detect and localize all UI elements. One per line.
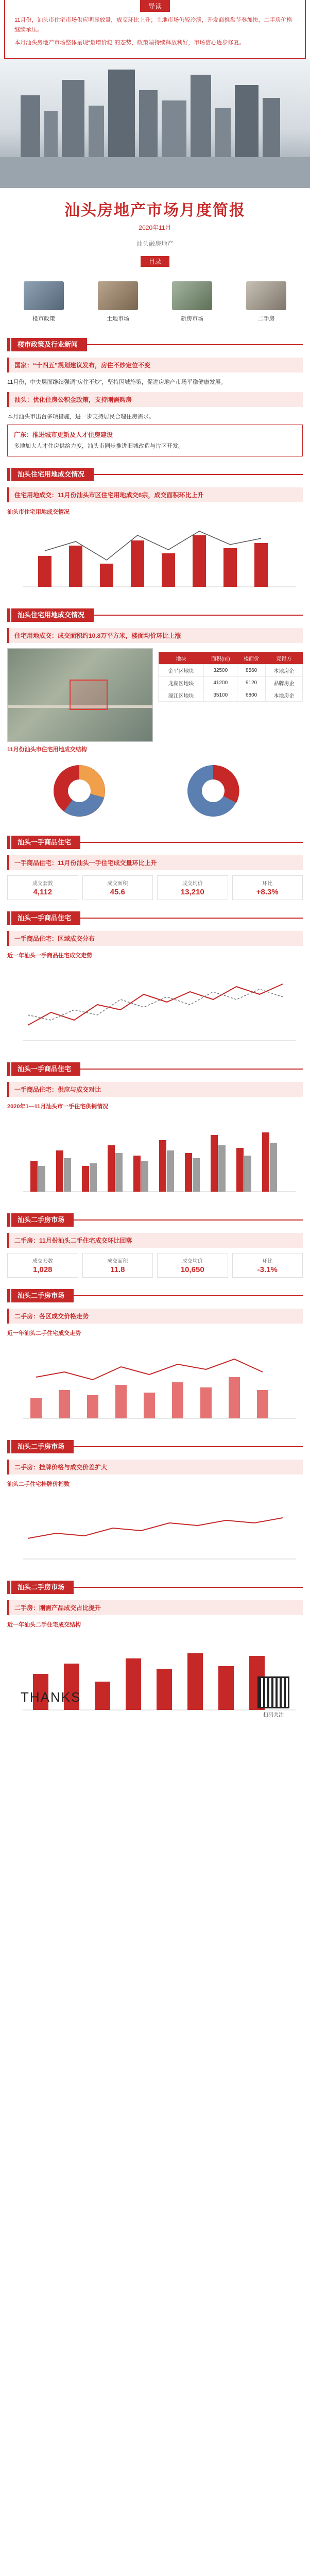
section-title: 楼市政策及行业新闻 xyxy=(11,338,87,351)
report-title: 汕头房地产市场月度简报 xyxy=(64,201,246,219)
section-land-1 xyxy=(7,468,303,597)
toc-thumb-icon xyxy=(172,281,212,310)
section-header xyxy=(7,1213,303,1227)
table-row: 濠江区地块 35100 6800 本地房企 xyxy=(159,689,303,702)
section-header xyxy=(7,911,303,925)
section-resale-2 xyxy=(7,1289,303,1429)
chart-title: 11月份汕头市住宅用地成交结构 xyxy=(7,747,87,753)
kpi-card: 成交面积 45.6 xyxy=(82,875,153,900)
section-title: 汕头住宅用地成交情况 xyxy=(11,608,94,622)
section-header xyxy=(7,1062,303,1076)
kpi-card: 环比 -3.1% xyxy=(232,1253,303,1278)
section-paragraph: 本月汕头市出台多项措施，进一步支持居民合理住房需求。 xyxy=(7,414,154,420)
thanks-text: THANKS xyxy=(21,1689,81,1705)
news-box xyxy=(7,425,303,456)
bar-mark xyxy=(162,553,175,587)
section-banner: 二手房：各区成交价格走势 xyxy=(7,1309,303,1324)
table-header: 地块 xyxy=(159,652,204,665)
section-title: 汕头二手房市场 xyxy=(11,1581,74,1594)
section-banner: 二手房：11月份汕头二手住宅成交环比回落 xyxy=(7,1233,303,1248)
bar-mark xyxy=(69,546,82,587)
section-header xyxy=(7,1581,303,1594)
section-banner: 二手房：挂牌价格与成交价差扩大 xyxy=(7,1460,303,1475)
intro-box xyxy=(4,0,306,59)
intro-paragraph-2: 本月汕头房地产市场整体呈现“量增价稳”的态势，政策端持续释放利好，市场信心逐步修复。 xyxy=(14,40,245,46)
resale-index-chart xyxy=(7,1492,303,1569)
chart-title: 2020年1—11月汕头市一手住宅供销情况 xyxy=(7,1104,109,1110)
toc-item[interactable] xyxy=(169,281,215,323)
section-title: 汕头二手房市场 xyxy=(11,1213,74,1227)
section-banner: 汕头：优化住房公积金政策，支持刚需购房 xyxy=(7,392,303,407)
kpi-card: 成交面积 11.8 xyxy=(82,1253,153,1278)
chart-title: 汕头市住宅用地成交情况 xyxy=(7,509,70,515)
kpi-card: 环比 +8.3% xyxy=(232,875,303,900)
section-banner: 一手商品住宅：11月份汕头一手住宅成交量环比上升 xyxy=(7,855,303,870)
section-new-home-2 xyxy=(7,911,303,1051)
toc xyxy=(0,272,310,327)
table-row: 金平区地块 32500 8560 本地房企 xyxy=(159,665,303,677)
chart-title: 近一年汕头二手住宅成交结构 xyxy=(7,1622,81,1628)
bar-mark xyxy=(38,556,51,587)
section-banner: 国家：“十四五”规划建议发布，房住不炒定位不变 xyxy=(7,358,303,372)
section-title: 汕头一手商品住宅 xyxy=(11,911,80,925)
chart-title: 近一年汕头二手住宅成交走势 xyxy=(7,1330,81,1336)
toc-item-label: 二手房 xyxy=(257,316,275,322)
toc-thumb-icon xyxy=(24,281,64,310)
toc-item-label: 楼市政策 xyxy=(32,316,55,322)
toc-item-label: 土地市场 xyxy=(107,316,129,322)
land-pie-chart xyxy=(7,757,303,824)
news-box-text: 多地加大人才住房供给力度，汕头市同步推进旧城改造与片区开发。 xyxy=(14,443,184,449)
bar-mark xyxy=(223,548,237,587)
section-header xyxy=(7,1440,303,1453)
section-paragraph: 11月份，中央层面继续强调“房住不炒”，坚持因城施策，促进房地产市场平稳健康发展。 xyxy=(7,379,227,385)
toc-label: 目录 xyxy=(141,256,169,267)
toc-item-label: 新房市场 xyxy=(181,316,203,322)
new-home-trend-chart xyxy=(7,963,303,1051)
news-box-title: 广东：推进城市更新及人才住房建设 xyxy=(14,431,113,438)
report-subtitle: 汕头融房地产 xyxy=(136,240,174,247)
bar-mark xyxy=(254,543,268,587)
section-header xyxy=(7,338,303,351)
qr-label: 扫码关注 xyxy=(263,1712,284,1718)
toc-thumb-icon xyxy=(98,281,138,310)
section-resale-3 xyxy=(7,1440,303,1569)
section-banner: 住宅用地成交：11月份汕头市区住宅用地成交6宗，成交面积环比上升 xyxy=(7,487,303,502)
kpi-row xyxy=(7,875,303,900)
section-banner: 一手商品住宅：区域成交分布 xyxy=(7,931,303,946)
bar-mark xyxy=(100,564,113,587)
kpi-card: 成交套数 1,028 xyxy=(7,1253,78,1278)
kpi-card: 成交均价 13,210 xyxy=(157,875,228,900)
table-header: 面积(㎡) xyxy=(204,652,237,665)
table-header: 竞得方 xyxy=(265,652,302,665)
section-header xyxy=(7,468,303,481)
section-banner: 住宅用地成交：成交面积约10.8万平方米，楼面均价环比上涨 xyxy=(7,628,303,643)
hero-image xyxy=(0,59,310,188)
qr-code-icon[interactable] xyxy=(257,1676,289,1708)
section-land-2 xyxy=(7,608,303,824)
section-title: 汕头一手商品住宅 xyxy=(11,1062,80,1076)
section-resale-1 xyxy=(7,1213,303,1278)
section-banner: 一手商品住宅：供应与成交对比 xyxy=(7,1082,303,1097)
section-title: 汕头二手房市场 xyxy=(11,1289,74,1302)
section-header xyxy=(7,608,303,622)
bar-mark xyxy=(193,535,206,587)
kpi-row xyxy=(7,1253,303,1278)
chart-title: 近一年汕头一手商品住宅成交走势 xyxy=(7,953,92,959)
intro-paragraph-1: 11月份，汕头市住宅市场供应明显放量，成交环比上升；土地市场仍较冷淡，开发商推盘节奏加快，二手房价格继续承压。 xyxy=(14,17,292,33)
toc-item[interactable] xyxy=(21,281,67,323)
section-title: 汕头一手商品住宅 xyxy=(11,836,80,849)
kpi-card: 成交均价 10,650 xyxy=(157,1253,228,1278)
bar-mark xyxy=(131,540,144,587)
land-table xyxy=(158,652,303,702)
report-date: 2020年11月 xyxy=(139,224,171,231)
section-title: 汕头二手房市场 xyxy=(11,1440,74,1453)
report-title-block xyxy=(0,188,310,272)
land-plot-marker xyxy=(70,680,108,710)
resale-trend-chart xyxy=(7,1341,303,1429)
section-new-home-1 xyxy=(7,836,303,900)
land-map-image xyxy=(7,648,153,742)
kpi-card: 成交套数 4,112 xyxy=(7,875,78,900)
table-row: 龙湖区地块 41200 9120 品牌房企 xyxy=(159,677,303,689)
toc-item[interactable] xyxy=(95,281,141,323)
section-header xyxy=(7,836,303,849)
supply-sales-chart xyxy=(7,1114,303,1202)
section-title: 汕头住宅用地成交情况 xyxy=(11,468,94,481)
intro-tag: 导读 xyxy=(140,0,170,12)
toc-thumb-icon xyxy=(246,281,286,310)
footer xyxy=(0,1674,310,1720)
section-policy xyxy=(7,338,303,456)
section-banner: 二手房：刚需产品成交占比提升 xyxy=(7,1600,303,1615)
chart-title: 汕头二手住宅挂牌价指数 xyxy=(7,1481,70,1487)
land-bar-chart xyxy=(7,520,303,597)
table-header: 楼面价 xyxy=(237,652,266,665)
toc-item[interactable] xyxy=(243,281,289,323)
section-new-home-3 xyxy=(7,1062,303,1202)
section-header xyxy=(7,1289,303,1302)
